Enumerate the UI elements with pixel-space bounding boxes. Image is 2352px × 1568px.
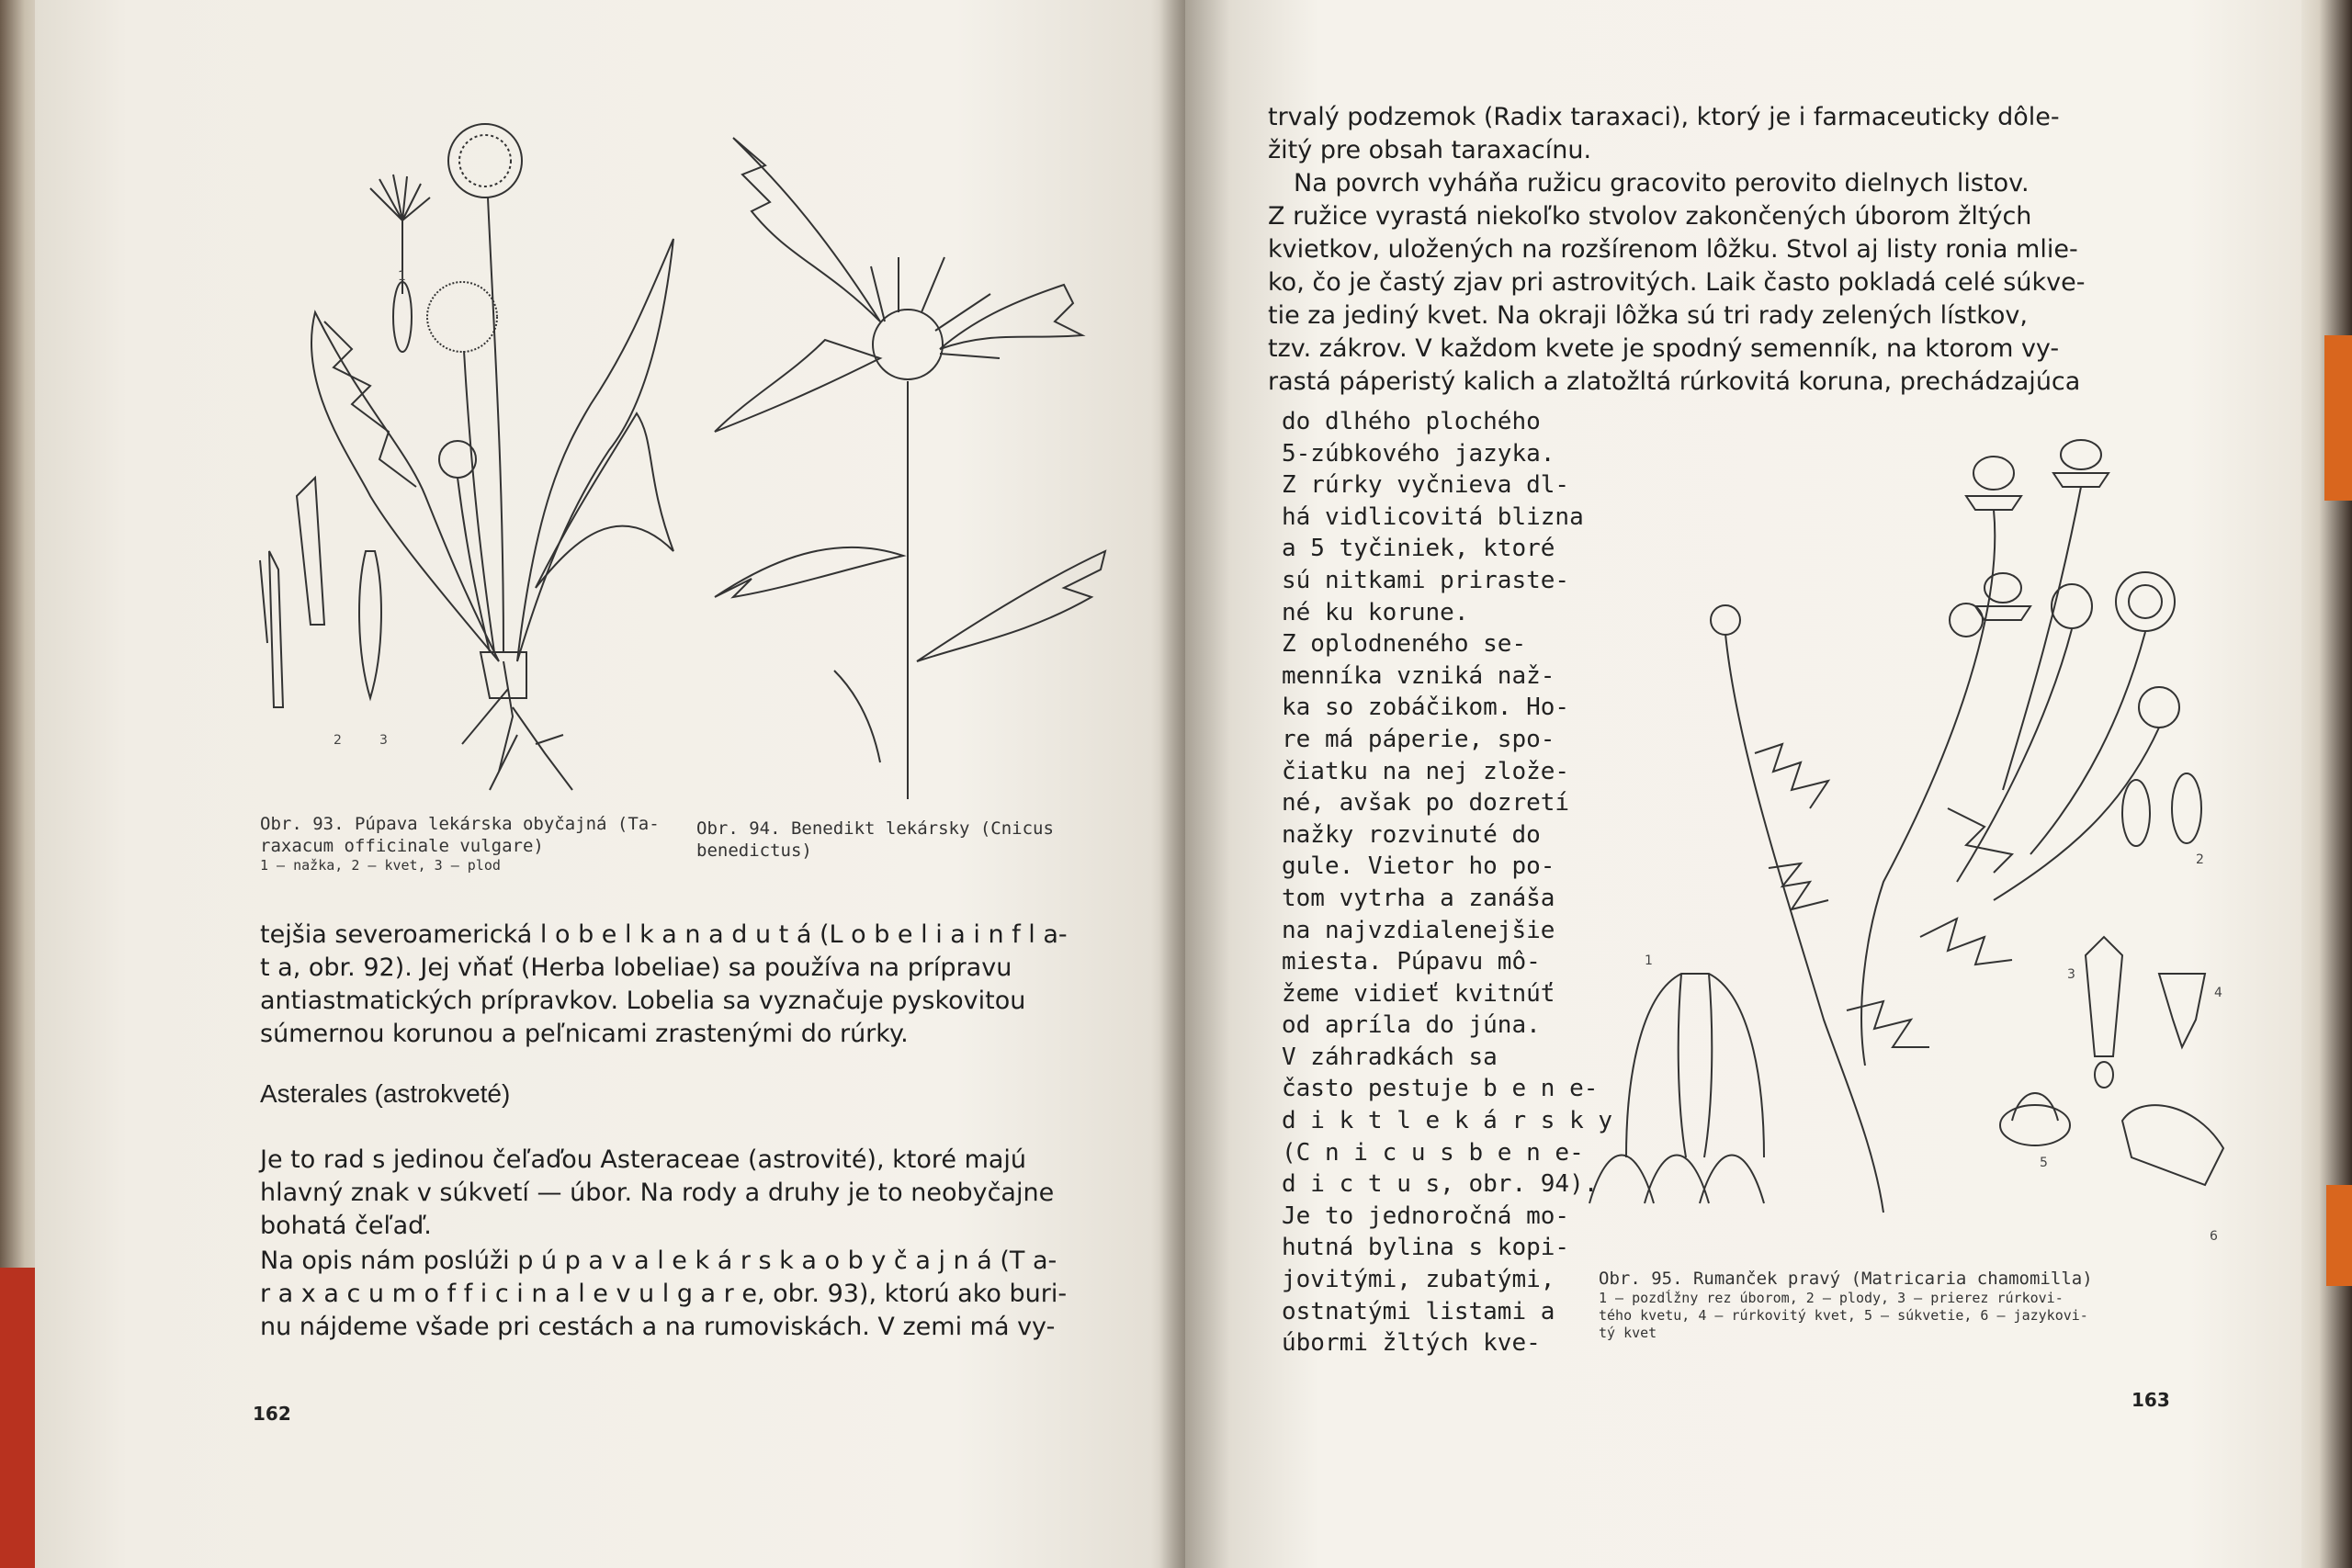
fig94-caption: [696, 818, 1137, 862]
fig95-label-3: 3: [2067, 967, 2075, 982]
orange-bookmark-tab-lower: [2326, 1185, 2352, 1286]
left-paragraph-lobelia: [260, 919, 1160, 1051]
para1-line2: t a, obr. 92). Jej vňať (Herba lobeliae) sa používa na prípravu: [260, 953, 1012, 982]
fig93-caption-line1: Obr. 93. Púpava lekárska obyčajná (Ta-: [260, 814, 660, 834]
fig95-caption-legend-1: 1 — pozdĺžny rez úborom, 2 — plody, 3 — prierez rúrkovi-: [1599, 1290, 2064, 1306]
fig95-label-6: 6: [2210, 1229, 2218, 1244]
para2-line1: Je to rad s jedinou čeľaďou Asteraceae (astrovité), ktoré majú: [260, 1145, 1027, 1174]
col-line: úbormi žltých kve-: [1282, 1329, 1541, 1358]
col-line: hutná bylina s kopi-: [1282, 1234, 1570, 1262]
fig93-caption: [260, 813, 701, 874]
top-line-5: kvietkov, uložených na rozšírenom lôžku. Stvol aj listy ronia mlie-: [1268, 235, 2078, 264]
para2-line2: hlavný znak v súkvetí — úbor. Na rody a druhy je to neobyčajne: [260, 1179, 1055, 1207]
col-line: nažky rozvinuté do: [1282, 820, 1541, 849]
left-page: [35, 0, 1185, 1568]
col-line: né ku korune.: [1282, 598, 1469, 626]
top-line-6: ko, čo je častý zjav pri astrovitých. Laik často pokladá celé súkve-: [1268, 268, 2086, 297]
page-number-left: 162: [253, 1403, 291, 1425]
col-line: čiatku na nej zlože-: [1282, 757, 1570, 785]
col-line: d i c t u s, obr. 94).: [1282, 1170, 1599, 1199]
top-line-4: Z ružice vyrastá niekoľko stvolov zakončených úborom žltých: [1268, 202, 2032, 231]
orange-bookmark-tab: [2324, 335, 2352, 501]
col-line: sú nitkami priraste-: [1282, 566, 1570, 594]
top-line-7: tie za jediný kvet. Na okraji lôžka sú tri rady zelených lístkov,: [1268, 301, 2028, 330]
col-line: jovitými, zubatými,: [1282, 1266, 1555, 1294]
col-line: Je to jednoročná mo-: [1282, 1201, 1570, 1230]
col-line: re má páperie, spo-: [1282, 725, 1555, 753]
col-line: a 5 tyčiniek, ktoré: [1282, 535, 1555, 563]
section-heading-asterales: Asterales (astrokveté): [260, 1079, 511, 1108]
fig93-label-1: 1: [398, 269, 406, 284]
fig94-caption-line1: Obr. 94. Benedikt lekársky (Cnicus: [696, 818, 1054, 839]
fig94-caption-line2: benedictus): [696, 840, 812, 861]
col-line: do dlhého plochého: [1282, 408, 1541, 435]
top-line-3: Na povrch vyháňa ružicu gracovito perovito dielnych listov.: [1294, 169, 2030, 197]
fig95-caption-legend-2: tého kvetu, 4 — rúrkovitý kvet, 5 — súkvetie, 6 — jazykovi-: [1599, 1307, 2088, 1324]
col-line: há vidlicovitá blizna: [1282, 502, 1584, 531]
col-line: tom vytrha a zanáša: [1282, 884, 1555, 912]
col-line: ka so zobáčikom. Ho-: [1282, 694, 1570, 722]
col-line: d i k t l e k á r s k y: [1282, 1107, 1613, 1135]
para1-line1: tejšia severoamerická l o b e l k a n a d u t á (L o b e l i a i n f l a-: [260, 920, 1068, 949]
col-line: 5-zúbkového jazyka.: [1282, 439, 1555, 468]
fig93-caption-line2: raxacum officinale vulgare): [260, 836, 544, 856]
left-paragraph-asteraceae: [260, 1144, 1160, 1243]
col-line: miesta. Púpavu mô-: [1282, 948, 1541, 976]
para3-line3: nu nájdeme všade pri cestách a na rumoviskách. V zemi má vy-: [260, 1313, 1056, 1341]
top-line-2: žitý pre obsah taraxacínu.: [1268, 136, 1592, 164]
fig95-caption-line1: Obr. 95. Rumanček pravý (Matricaria chamomilla): [1599, 1269, 2093, 1289]
fig95-label-1: 1: [1645, 953, 1653, 968]
right-top-paragraph: [1268, 101, 2242, 399]
fig93-label-3: 3: [379, 733, 388, 748]
fig95-label-2: 2: [2196, 852, 2204, 867]
fig95-caption-legend-3: tý kvet: [1599, 1325, 1657, 1341]
col-line: ostnatými listami a: [1282, 1297, 1555, 1325]
book-cover-right: [2297, 0, 2352, 1568]
fig95-caption: [1599, 1268, 2187, 1342]
top-line-8: tzv. zákrov. V každom kvete je spodný semenník, na ktorom vy-: [1268, 334, 2060, 363]
para2-line3: bohatá čeľaď.: [260, 1212, 432, 1240]
col-line: né, avšak po dozretí: [1282, 789, 1570, 818]
col-line: V záhradkách sa: [1282, 1043, 1498, 1071]
fig95-label-4: 4: [2214, 986, 2222, 1000]
col-line: na najvzdialenejšie: [1282, 916, 1555, 944]
para1-line3: antiastmatických prípravkov. Lobelia sa vyznačuje pyskovitou: [260, 987, 1026, 1015]
left-paragraph-dandelion: [260, 1245, 1160, 1344]
fig94-thistle-illustration: [696, 119, 1137, 799]
col-line: od apríla do júna.: [1282, 1011, 1541, 1040]
fig93-label-2: 2: [334, 733, 342, 748]
fig93-caption-legend: 1 — nažka, 2 — kvet, 3 — plod: [260, 857, 501, 874]
col-line: žeme vidieť kvitnúť: [1282, 979, 1555, 1008]
para3-line1: Na opis nám poslúži p ú p a v a l e k á r s k a o b y č a j n á (T a-: [260, 1247, 1057, 1275]
fig93-dandelion-illustration: [242, 110, 710, 808]
para1-line4: súmernou korunou a peľnicami zrastenými do rúrky.: [260, 1020, 909, 1048]
col-line: Z rúrky vyčnieva dl-: [1282, 471, 1570, 500]
para3-line2: r a x a c u m o f f i c i n a l e v u l g a r e, obr. 93), ktorú ako buri-: [260, 1280, 1068, 1308]
col-line: (C n i c u s b e n e-: [1282, 1138, 1584, 1167]
col-line: gule. Vietor ho po-: [1282, 852, 1555, 881]
right-page: [1185, 0, 2301, 1568]
page-number-right: 163: [2132, 1389, 2170, 1411]
col-line: menníka vzniká naž-: [1282, 661, 1555, 690]
cover-red-strip: [0, 1268, 35, 1568]
top-line-9: rastá páperistý kalich a zlatožltá rúrkovitá koruna, prechádzajúca: [1268, 367, 2081, 396]
top-line-1: trvalý podzemok (Radix taraxaci), ktorý je i farmaceuticky dôle-: [1268, 103, 2060, 131]
fig95-chamomile-illustration: [1571, 423, 2251, 1249]
fig95-label-5: 5: [2040, 1156, 2048, 1170]
col-line: Z oplodneného se-: [1282, 630, 1527, 659]
col-line: často pestuje b e n e-: [1282, 1075, 1599, 1103]
